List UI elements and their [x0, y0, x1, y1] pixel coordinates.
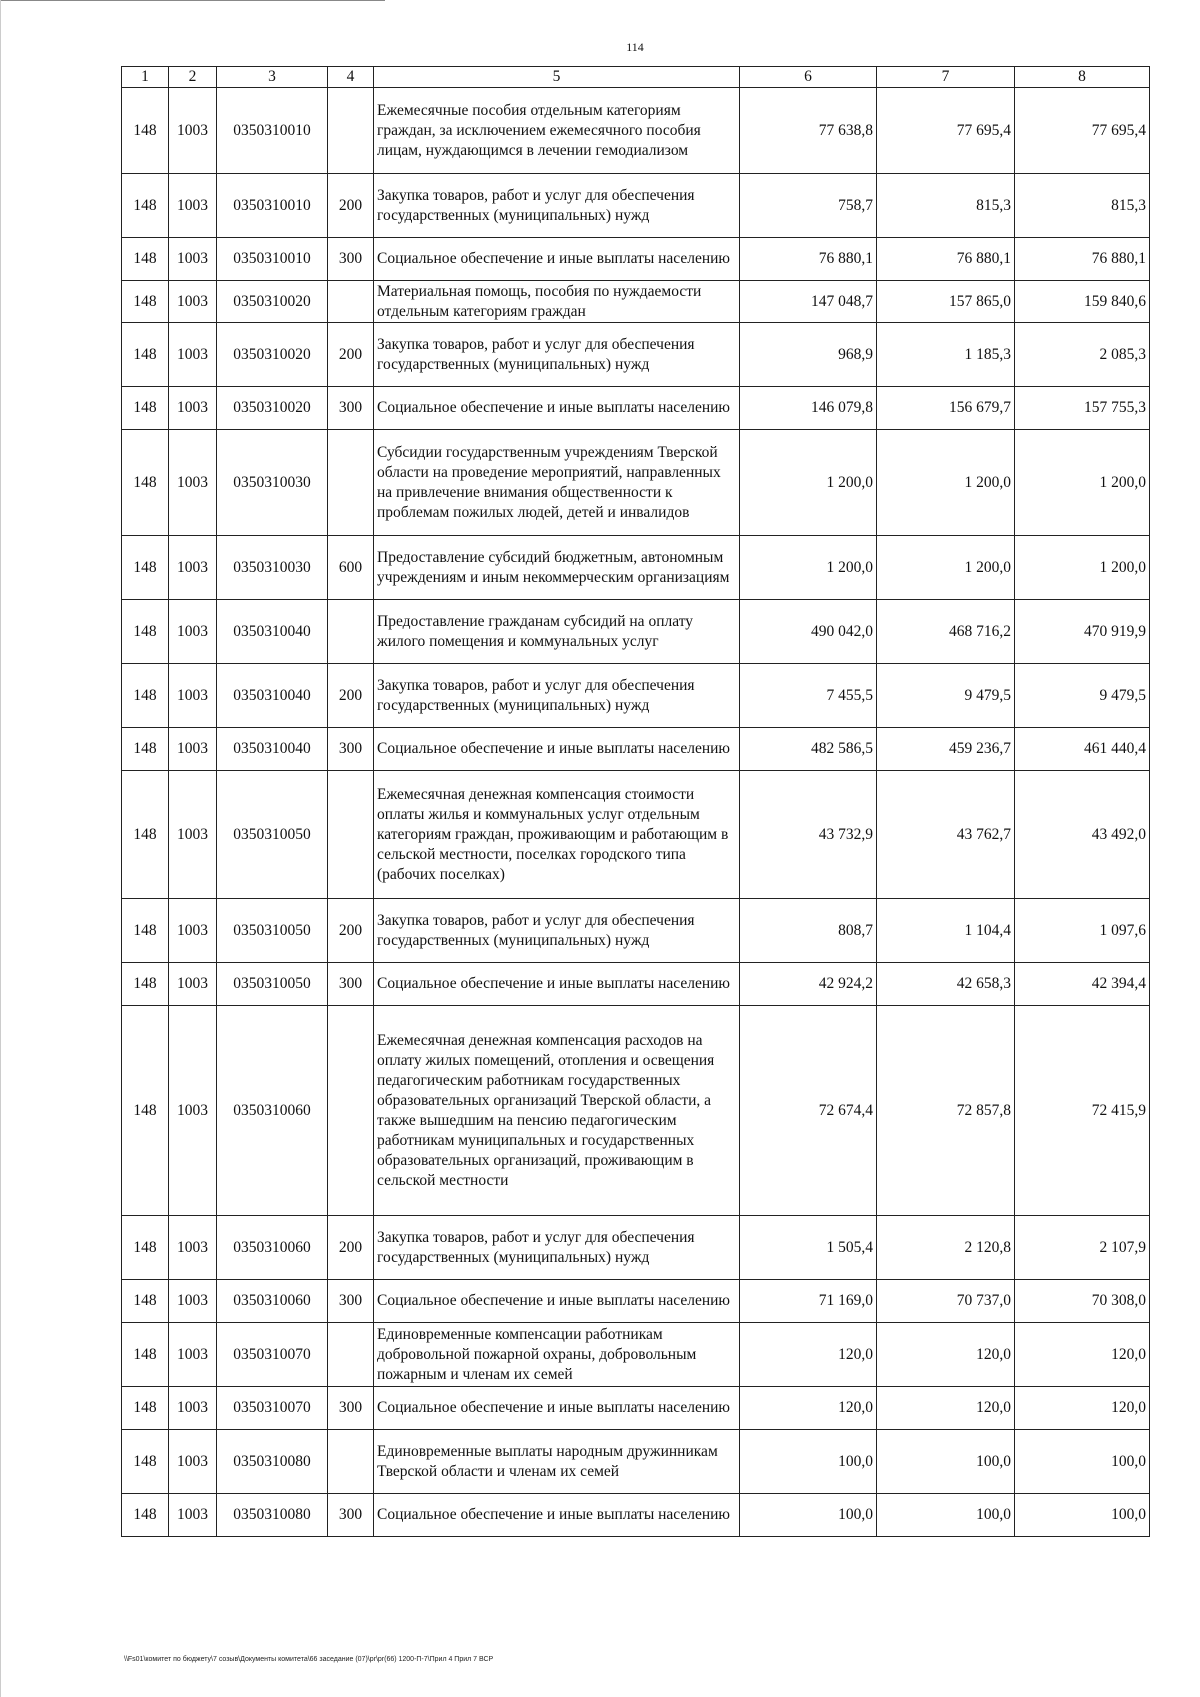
table-row	[122, 88, 1150, 174]
cell-col-7: 120,0	[877, 1387, 1015, 1430]
cell-col-5: Субсидии государственным учреждениям Тверской области на проведение мероприятий, направленных на привлечение внимания общественности к проблемам пожилых людей, детей и инвалидов	[374, 430, 740, 536]
cell-col-3: 0350310020	[217, 323, 328, 387]
cell-col-5: Закупка товаров, работ и услуг для обеспечения государственных (муниципальных) нужд	[374, 174, 740, 238]
cell-col-6: 482 586,5	[740, 728, 877, 771]
cell-col-6: 71 169,0	[740, 1280, 877, 1323]
cell-col-1: 148	[122, 963, 169, 1006]
cell-col-6: 77 638,8	[740, 88, 877, 174]
cell-col-7: 459 236,7	[877, 728, 1015, 771]
cell-col-2: 1003	[169, 600, 217, 664]
cell-col-5: Социальное обеспечение и иные выплаты населению	[374, 728, 740, 771]
cell-col-1: 148	[122, 323, 169, 387]
cell-col-1: 148	[122, 238, 169, 281]
cell-col-4: 300	[328, 387, 374, 430]
cell-col-2: 1003	[169, 1494, 217, 1537]
cell-col-8: 100,0	[1015, 1494, 1150, 1537]
table-row	[122, 1280, 1150, 1323]
table-row	[122, 963, 1150, 1006]
cell-col-5: Предоставление гражданам субсидий на оплату жилого помещения и коммунальных услуг	[374, 600, 740, 664]
cell-col-5: Социальное обеспечение и иные выплаты населению	[374, 963, 740, 1006]
column-header: 4	[328, 67, 374, 88]
table-row	[122, 1323, 1150, 1387]
cell-col-8: 120,0	[1015, 1323, 1150, 1387]
cell-col-2: 1003	[169, 771, 217, 899]
column-header: 8	[1015, 67, 1150, 88]
cell-col-7: 1 185,3	[877, 323, 1015, 387]
cell-col-5: Социальное обеспечение и иные выплаты населению	[374, 1387, 740, 1430]
cell-col-1: 148	[122, 728, 169, 771]
cell-col-1: 148	[122, 88, 169, 174]
cell-col-4: 300	[328, 728, 374, 771]
cell-col-4	[328, 771, 374, 899]
cell-col-7: 157 865,0	[877, 281, 1015, 323]
cell-col-5: Социальное обеспечение и иные выплаты населению	[374, 238, 740, 281]
cell-col-1: 148	[122, 899, 169, 963]
cell-col-4: 200	[328, 174, 374, 238]
cell-col-2: 1003	[169, 963, 217, 1006]
cell-col-4: 200	[328, 664, 374, 728]
cell-col-2: 1003	[169, 1387, 217, 1430]
table-row	[122, 1494, 1150, 1537]
cell-col-3: 0350310050	[217, 963, 328, 1006]
cell-col-7: 77 695,4	[877, 88, 1015, 174]
cell-col-5: Социальное обеспечение и иные выплаты населению	[374, 1280, 740, 1323]
cell-col-3: 0350310060	[217, 1280, 328, 1323]
cell-col-6: 76 880,1	[740, 238, 877, 281]
cell-col-8: 70 308,0	[1015, 1280, 1150, 1323]
column-header: 7	[877, 67, 1015, 88]
cell-col-2: 1003	[169, 174, 217, 238]
budget-table	[121, 66, 1150, 1537]
cell-col-2: 1003	[169, 1280, 217, 1323]
cell-col-4	[328, 281, 374, 323]
cell-col-6: 758,7	[740, 174, 877, 238]
cell-col-8: 461 440,4	[1015, 728, 1150, 771]
table-body	[122, 88, 1150, 1537]
cell-col-2: 1003	[169, 1216, 217, 1280]
cell-col-2: 1003	[169, 1323, 217, 1387]
table-row	[122, 1387, 1150, 1430]
cell-col-3: 0350310040	[217, 664, 328, 728]
cell-col-8: 72 415,9	[1015, 1006, 1150, 1216]
cell-col-1: 148	[122, 1430, 169, 1494]
cell-col-4: 200	[328, 899, 374, 963]
cell-col-2: 1003	[169, 728, 217, 771]
table-row	[122, 899, 1150, 963]
cell-col-4: 300	[328, 1387, 374, 1430]
cell-col-4	[328, 600, 374, 664]
cell-col-2: 1003	[169, 536, 217, 600]
cell-col-1: 148	[122, 1494, 169, 1537]
cell-col-1: 148	[122, 664, 169, 728]
cell-col-5: Материальная помощь, пособия по нуждаемости отдельным категориям граждан	[374, 281, 740, 323]
cell-col-8: 815,3	[1015, 174, 1150, 238]
cell-col-7: 9 479,5	[877, 664, 1015, 728]
cell-col-6: 1 200,0	[740, 430, 877, 536]
cell-col-8: 1 097,6	[1015, 899, 1150, 963]
cell-col-4: 300	[328, 963, 374, 1006]
cell-col-8: 42 394,4	[1015, 963, 1150, 1006]
cell-col-2: 1003	[169, 1006, 217, 1216]
column-header: 1	[122, 67, 169, 88]
cell-col-3: 0350310080	[217, 1494, 328, 1537]
cell-col-7: 42 658,3	[877, 963, 1015, 1006]
cell-col-6: 42 924,2	[740, 963, 877, 1006]
cell-col-6: 100,0	[740, 1430, 877, 1494]
cell-col-5: Единовременные выплаты народным дружинникам Тверской области и членам их семей	[374, 1430, 740, 1494]
cell-col-8: 470 919,9	[1015, 600, 1150, 664]
cell-col-7: 1 200,0	[877, 430, 1015, 536]
cell-col-2: 1003	[169, 664, 217, 728]
cell-col-4	[328, 1430, 374, 1494]
table-row	[122, 238, 1150, 281]
cell-col-6: 72 674,4	[740, 1006, 877, 1216]
table-row	[122, 1216, 1150, 1280]
cell-col-6: 490 042,0	[740, 600, 877, 664]
cell-col-6: 120,0	[740, 1387, 877, 1430]
cell-col-7: 1 200,0	[877, 536, 1015, 600]
cell-col-3: 0350310010	[217, 238, 328, 281]
cell-col-6: 1 200,0	[740, 536, 877, 600]
cell-col-8: 159 840,6	[1015, 281, 1150, 323]
cell-col-6: 100,0	[740, 1494, 877, 1537]
cell-col-3: 0350310010	[217, 88, 328, 174]
table-row	[122, 728, 1150, 771]
cell-col-3: 0350310050	[217, 899, 328, 963]
cell-col-3: 0350310070	[217, 1323, 328, 1387]
cell-col-4	[328, 88, 374, 174]
cell-col-4: 200	[328, 323, 374, 387]
cell-col-7: 70 737,0	[877, 1280, 1015, 1323]
cell-col-3: 0350310080	[217, 1430, 328, 1494]
cell-col-3: 0350310020	[217, 387, 328, 430]
cell-col-2: 1003	[169, 430, 217, 536]
cell-col-3: 0350310070	[217, 1387, 328, 1430]
table-row	[122, 387, 1150, 430]
cell-col-6: 147 048,7	[740, 281, 877, 323]
cell-col-3: 0350310040	[217, 728, 328, 771]
cell-col-8: 77 695,4	[1015, 88, 1150, 174]
table-row	[122, 430, 1150, 536]
cell-col-5: Социальное обеспечение и иные выплаты населению	[374, 387, 740, 430]
scan-edge-left	[0, 0, 1, 1697]
cell-col-1: 148	[122, 1387, 169, 1430]
cell-col-8: 9 479,5	[1015, 664, 1150, 728]
cell-col-2: 1003	[169, 1430, 217, 1494]
table-row	[122, 600, 1150, 664]
cell-col-5: Закупка товаров, работ и услуг для обеспечения государственных (муниципальных) нужд	[374, 323, 740, 387]
cell-col-8: 2 085,3	[1015, 323, 1150, 387]
table-row	[122, 1006, 1150, 1216]
cell-col-6: 7 455,5	[740, 664, 877, 728]
table-row	[122, 536, 1150, 600]
file-path-footer: \\Fs01\комитет по бюджету\7 созыв\Документы комитета\66 заседание (07)\pr\pr(66) 1200-П-7\Прил 4 Прил 7 ВСР	[124, 1656, 494, 1663]
cell-col-8: 76 880,1	[1015, 238, 1150, 281]
cell-col-8: 120,0	[1015, 1387, 1150, 1430]
header-row	[122, 67, 1150, 88]
column-header: 6	[740, 67, 877, 88]
cell-col-2: 1003	[169, 238, 217, 281]
cell-col-6: 808,7	[740, 899, 877, 963]
cell-col-7: 1 104,4	[877, 899, 1015, 963]
table-row	[122, 664, 1150, 728]
cell-col-7: 100,0	[877, 1430, 1015, 1494]
cell-col-7: 468 716,2	[877, 600, 1015, 664]
table-row	[122, 771, 1150, 899]
cell-col-4	[328, 1323, 374, 1387]
cell-col-1: 148	[122, 1006, 169, 1216]
cell-col-2: 1003	[169, 88, 217, 174]
cell-col-1: 148	[122, 1216, 169, 1280]
cell-col-5: Социальное обеспечение и иные выплаты населению	[374, 1494, 740, 1537]
cell-col-2: 1003	[169, 387, 217, 430]
cell-col-2: 1003	[169, 281, 217, 323]
cell-col-1: 148	[122, 281, 169, 323]
cell-col-1: 148	[122, 771, 169, 899]
cell-col-5: Закупка товаров, работ и услуг для обеспечения государственных (муниципальных) нужд	[374, 1216, 740, 1280]
cell-col-6: 146 079,8	[740, 387, 877, 430]
cell-col-3: 0350310060	[217, 1216, 328, 1280]
cell-col-1: 148	[122, 174, 169, 238]
table-row	[122, 1430, 1150, 1494]
cell-col-5: Ежемесячная денежная компенсация расходов на оплату жилых помещений, отопления и освещения педагогическим работникам государственных образовательных организаций Тверской области, а также вышедшим на пенсию педагогическим работникам муниципальных и государственных образовательных организаций, проживающим в сельской местности	[374, 1006, 740, 1216]
cell-col-5: Закупка товаров, работ и услуг для обеспечения государственных (муниципальных) нужд	[374, 899, 740, 963]
cell-col-8: 1 200,0	[1015, 430, 1150, 536]
cell-col-4: 300	[328, 238, 374, 281]
cell-col-5: Единовременные компенсации работникам добровольной пожарной охраны, добровольным пожарным и членам их семей	[374, 1323, 740, 1387]
cell-col-7: 72 857,8	[877, 1006, 1015, 1216]
cell-col-7: 43 762,7	[877, 771, 1015, 899]
cell-col-8: 100,0	[1015, 1430, 1150, 1494]
cell-col-1: 148	[122, 1280, 169, 1323]
table-row	[122, 281, 1150, 323]
cell-col-7: 156 679,7	[877, 387, 1015, 430]
cell-col-6: 43 732,9	[740, 771, 877, 899]
cell-col-4: 300	[328, 1494, 374, 1537]
table-row	[122, 323, 1150, 387]
cell-col-8: 43 492,0	[1015, 771, 1150, 899]
cell-col-3: 0350310030	[217, 536, 328, 600]
cell-col-7: 100,0	[877, 1494, 1015, 1537]
cell-col-7: 76 880,1	[877, 238, 1015, 281]
cell-col-2: 1003	[169, 323, 217, 387]
cell-col-3: 0350310020	[217, 281, 328, 323]
cell-col-4: 300	[328, 1280, 374, 1323]
column-header: 5	[374, 67, 740, 88]
cell-col-6: 1 505,4	[740, 1216, 877, 1280]
cell-col-8: 1 200,0	[1015, 536, 1150, 600]
cell-col-4	[328, 1006, 374, 1216]
cell-col-1: 148	[122, 430, 169, 536]
cell-col-5: Ежемесячные пособия отдельным категориям граждан, за исключением ежемесячного пособия лицам, нуждающимся в лечении гемодиализом	[374, 88, 740, 174]
cell-col-8: 157 755,3	[1015, 387, 1150, 430]
cell-col-1: 148	[122, 536, 169, 600]
cell-col-1: 148	[122, 600, 169, 664]
cell-col-8: 2 107,9	[1015, 1216, 1150, 1280]
cell-col-3: 0350310040	[217, 600, 328, 664]
cell-col-4: 600	[328, 536, 374, 600]
table-row	[122, 174, 1150, 238]
cell-col-7: 2 120,8	[877, 1216, 1015, 1280]
column-header: 2	[169, 67, 217, 88]
cell-col-6: 120,0	[740, 1323, 877, 1387]
cell-col-7: 815,3	[877, 174, 1015, 238]
cell-col-6: 968,9	[740, 323, 877, 387]
cell-col-5: Закупка товаров, работ и услуг для обеспечения государственных (муниципальных) нужд	[374, 664, 740, 728]
page-number: 114	[626, 40, 644, 54]
cell-col-2: 1003	[169, 899, 217, 963]
scan-edge-top	[0, 0, 385, 1]
cell-col-4: 200	[328, 1216, 374, 1280]
cell-col-3: 0350310060	[217, 1006, 328, 1216]
cell-col-4	[328, 430, 374, 536]
cell-col-3: 0350310010	[217, 174, 328, 238]
cell-col-5: Предоставление субсидий бюджетным, автономным учреждениям и иным некоммерческим организациям	[374, 536, 740, 600]
cell-col-7: 120,0	[877, 1323, 1015, 1387]
cell-col-3: 0350310050	[217, 771, 328, 899]
column-header: 3	[217, 67, 328, 88]
cell-col-5: Ежемесячная денежная компенсация стоимости оплаты жилья и коммунальных услуг отдельным категориям граждан, проживающим и работающим в сельской местности, поселках городского типа (рабочих поселках)	[374, 771, 740, 899]
cell-col-3: 0350310030	[217, 430, 328, 536]
cell-col-1: 148	[122, 387, 169, 430]
cell-col-1: 148	[122, 1323, 169, 1387]
